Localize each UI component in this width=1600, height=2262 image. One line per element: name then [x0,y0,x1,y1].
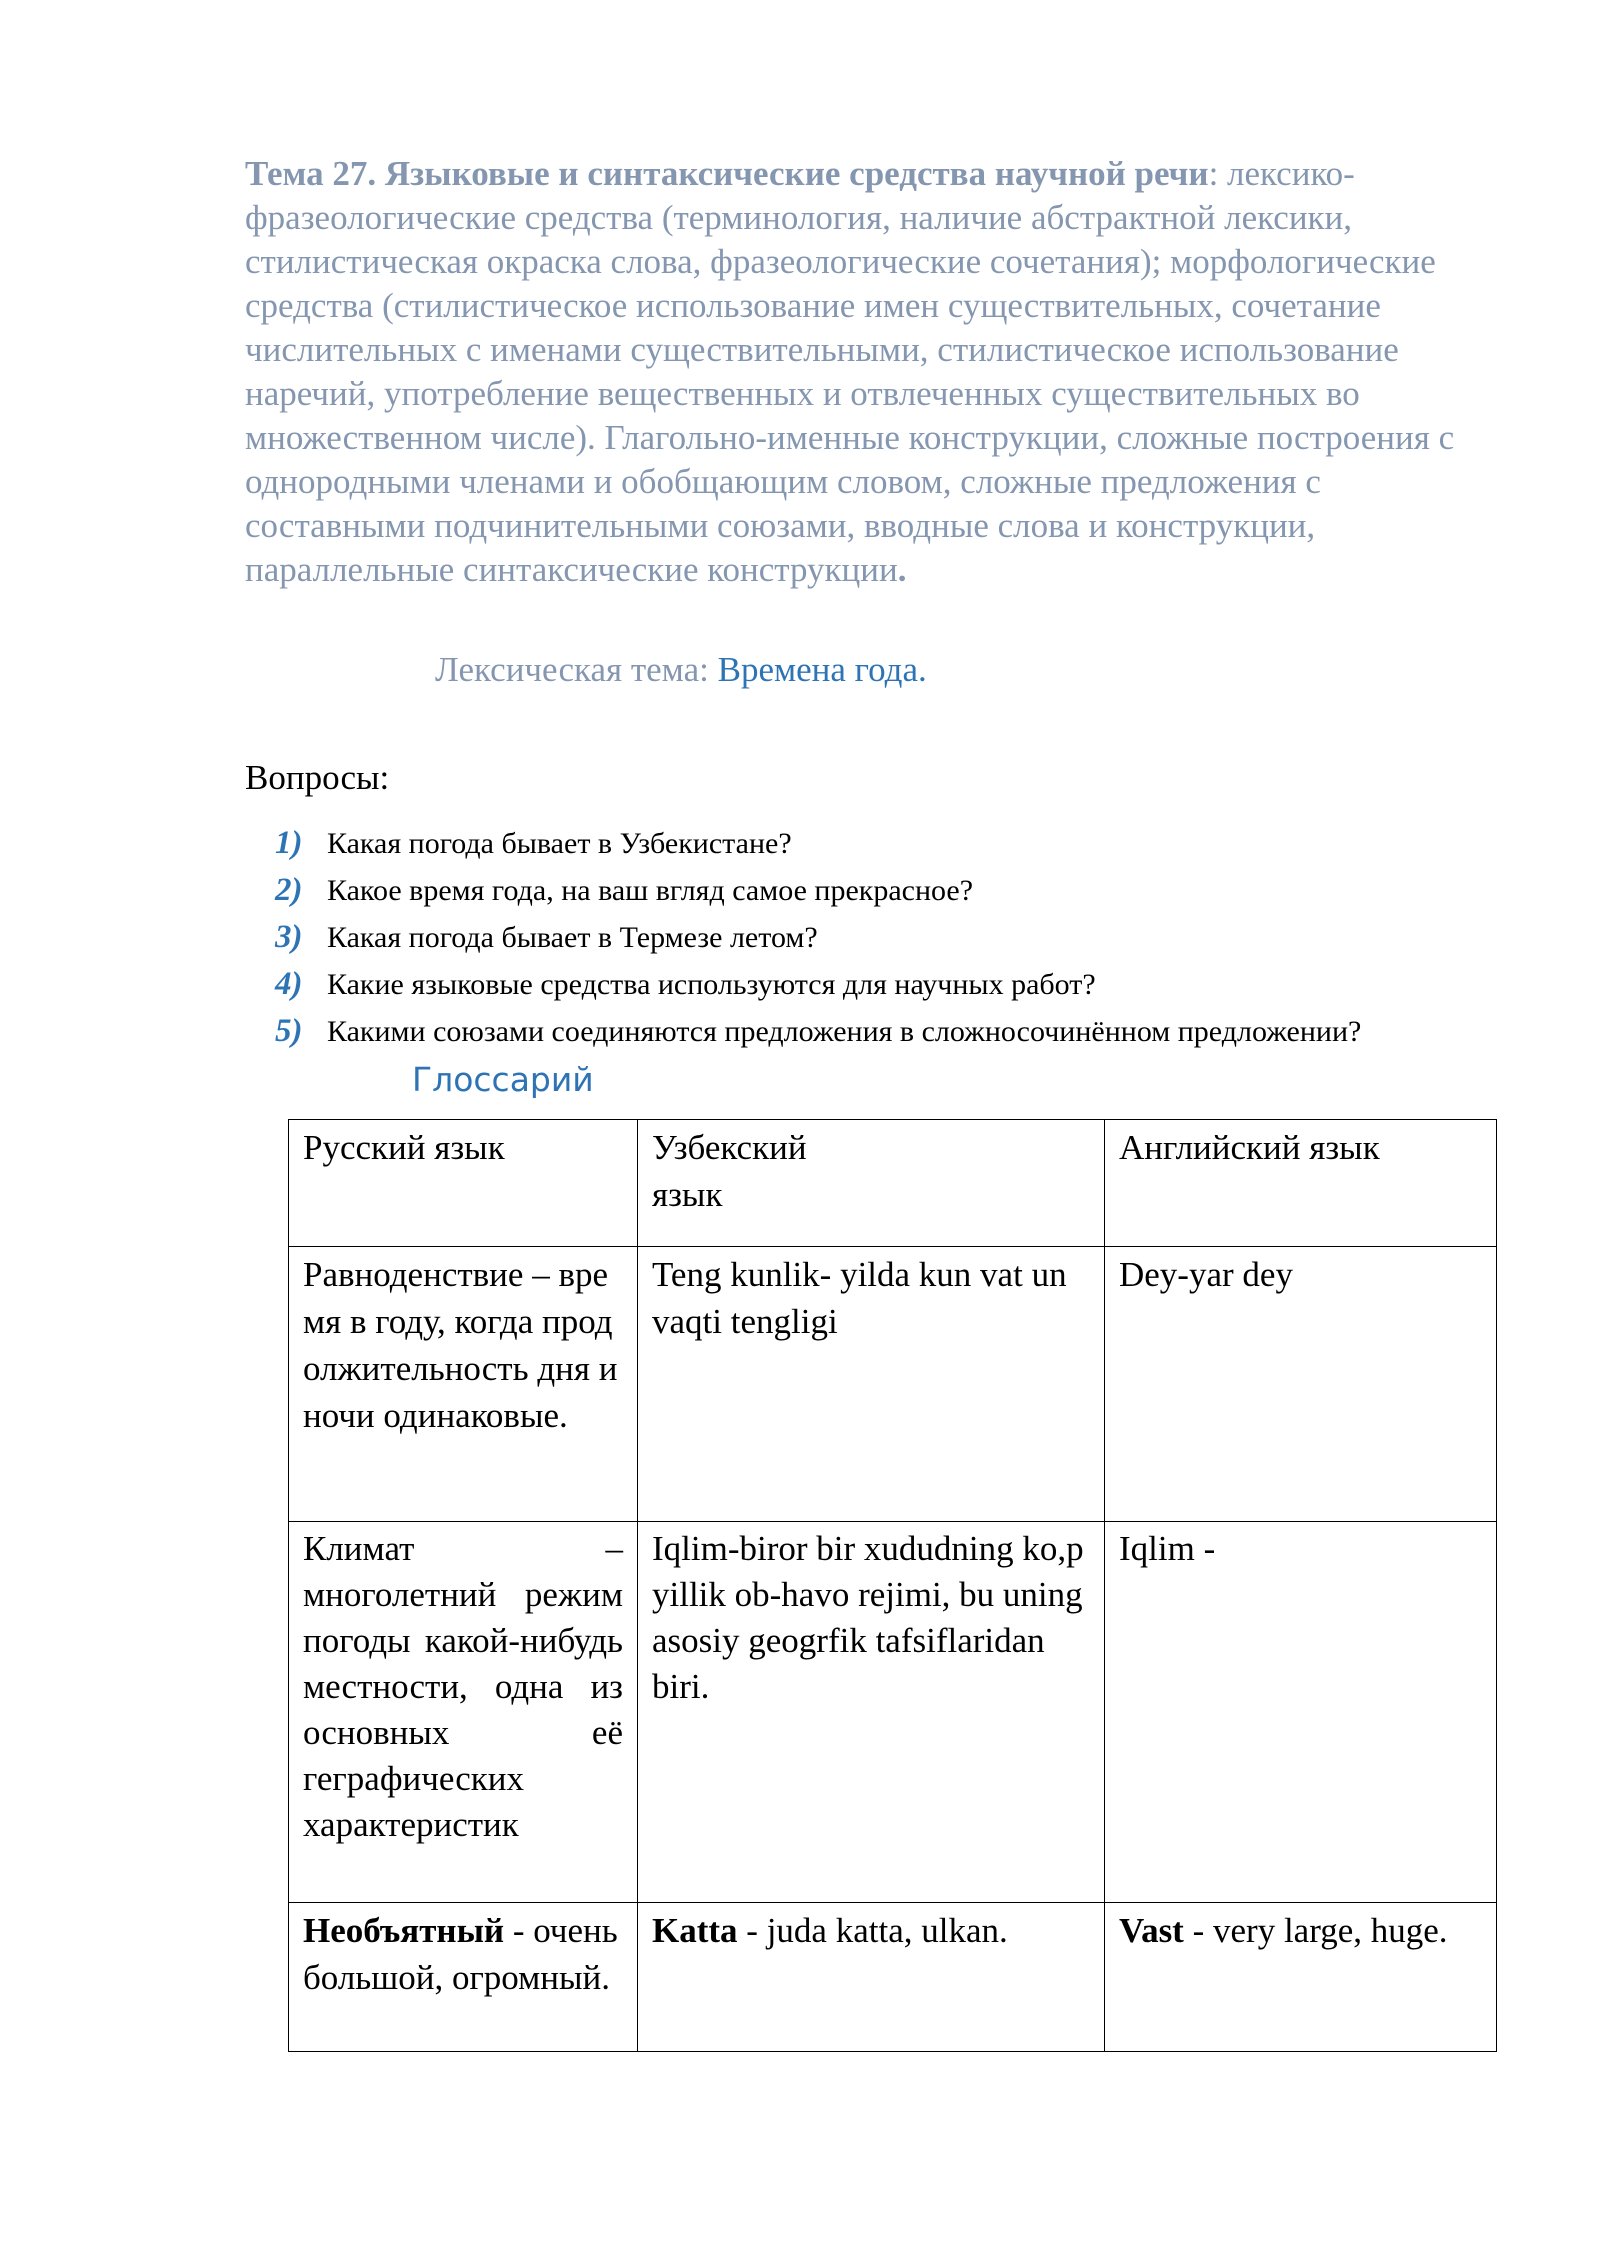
header-english: Английский язык [1105,1120,1497,1247]
question-text: Какая погода бывает в Узбекистане? [327,827,792,860]
questions-list [245,820,1495,1055]
term-uzbek: Katta [652,1911,738,1950]
glossary-table [288,1119,1497,2052]
cell-english: Dey-yar dey [1105,1247,1497,1522]
question-text: Какие языковые средства используются для научных работ? [327,968,1096,1001]
cell-uzbek [638,1903,1105,2052]
cell-russian: Климат – многолетний режим погоды какой-нибудь местности, одна из основных её геграфических характеристик [289,1522,638,1903]
question-number: 2) [275,872,303,908]
table-row [289,1522,1497,1903]
list-item [275,820,1495,867]
term-english: Vast [1119,1911,1184,1950]
cell-uzbek: Teng kunlik- yilda kun vat un vaqti tengligi [638,1247,1105,1522]
glossary-title: Глоссарий [412,1060,594,1099]
list-item [275,1008,1495,1055]
header-uzbek [638,1120,1105,1247]
document-page [245,152,1495,2052]
cell-uzbek: Iqlim-biror bir xududning ko,p yillik ob-havo rejimi, bu uning asosiy geogrfik tafsiflaridan biri. [638,1522,1105,1903]
table-row [289,1903,1497,2052]
cell-russian: Равноденствие – время в году, когда продолжительность дня и ночи одинаковые. [289,1247,638,1522]
table-row [289,1247,1497,1522]
topic-title: Тема 27. Языковые и синтаксические средства научной речи [245,154,1209,193]
cell-english: Iqlim - [1105,1522,1497,1903]
list-item [275,867,1495,914]
header-uzbek-text: Узбекский язык [652,1128,807,1214]
question-number: 1) [275,825,303,861]
definition-uzbek: - juda katta, ulkan. [737,1911,1008,1950]
cell-russian [289,1903,638,2052]
term-russian: Необъятный [303,1911,505,1950]
topic-colon: : [1208,154,1219,193]
question-text: Какое время года, на ваш вгляд самое прекрасное? [327,874,974,907]
question-text: Какая погода бывает в Термезе летом? [327,921,818,954]
list-item [275,914,1495,961]
question-number: 3) [275,919,303,955]
topic-body: лексико-фразеологические средства (терминология, наличие абстрактной лексики, стилистическая окраска слова, фразеологические сочетания); морфологические средства (стилистическое использование имен существительных, сочетание числительных с именами существительными, стилистическое использование наречий, употребление вещественных и отвлеченных существительных во множественном числе). Глагольно-именные конструкции, сложные построения с однородными членами и обобщающим словом, сложные предложения с составными подчинительными союзами, вводные слова и конструкции, параллельные синтаксические конструкции [245,154,1455,589]
list-item [275,961,1495,1008]
lexical-theme-label: Лексическая тема: [435,650,718,689]
question-number: 5) [275,1013,303,1049]
question-number: 4) [275,966,303,1002]
definition-russian: - очень большой, огромный. [303,1911,618,1997]
questions-heading: Вопросы: [245,758,390,797]
definition-english: - very large, huge. [1183,1911,1448,1950]
table-header-row [289,1120,1497,1247]
topic-end: . [897,550,907,589]
lexical-theme [245,648,1495,692]
header-russian: Русский язык [289,1120,638,1247]
cell-english [1105,1903,1497,2052]
lexical-theme-value: Времена года. [717,650,927,689]
question-text: Какими союзами соединяются предложения в сложносочинённом предложении? [327,1015,1362,1048]
topic-paragraph [245,152,1465,592]
